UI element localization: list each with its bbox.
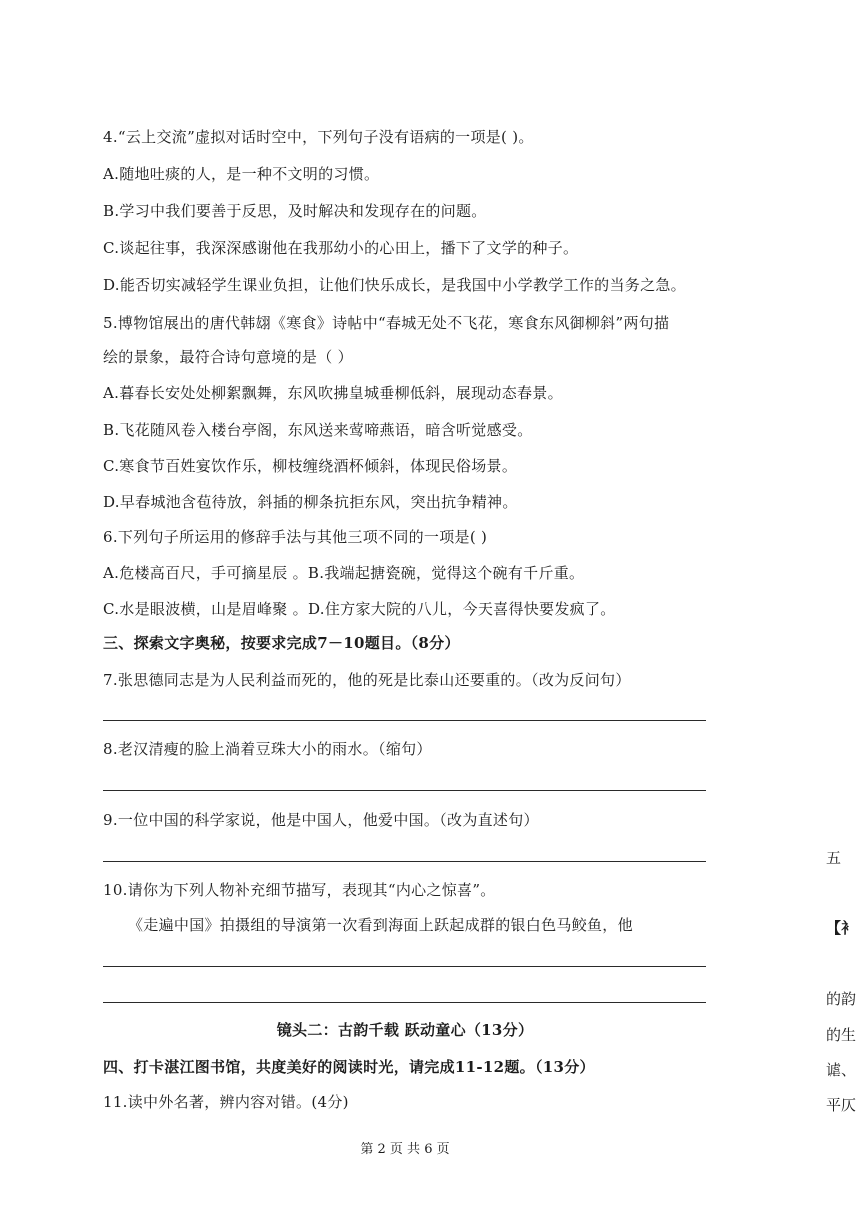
part-2-heading: 镜头二：古韵千载 跃动童心（13分）: [276, 1021, 534, 1039]
question-8: 8.老汉清瘦的脸上淌着豆珠大小的雨水。（缩句）: [103, 740, 432, 758]
next-page-fragment: 【衤: [826, 919, 857, 937]
answer-line-q10-1[interactable]: [103, 966, 706, 967]
next-page-fragment: 平仄: [826, 1096, 857, 1114]
page-number-footer: 第 2 页 共 6 页: [360, 1142, 450, 1157]
question-4-stem: 4.“云上交流”虚拟对话时空中，下列句子没有语病的一项是( )。: [103, 128, 534, 146]
section-4-heading: 四、打卡湛江图书馆，共度美好的阅读时光，请完成11-12题。（13分）: [103, 1058, 595, 1076]
question-5-stem-line2: 绘的景象，最符合诗句意境的是（ ）: [103, 348, 353, 366]
question-4-option-d: D.能否切实减轻学生课业负担，让他们快乐成长，是我国中小学教学工作的当务之急。: [103, 276, 686, 294]
question-5-option-a: A.暮春长安处处柳絮飘舞，东风吹拂皇城垂柳低斜，展现动态春景。: [103, 384, 563, 402]
answer-line-q7[interactable]: [103, 720, 706, 721]
next-page-fragment: 的韵: [826, 990, 857, 1008]
question-5-stem-line1: 5.博物馆展出的唐代韩翃《寒食》诗帖中“春城无处不飞花，寒食东风御柳斜”两句描: [103, 314, 670, 332]
answer-line-q9[interactable]: [103, 861, 706, 862]
question-10-text: 《走遍中国》拍摄组的导演第一次看到海面上跃起成群的银白色马鲛鱼，他: [128, 916, 633, 934]
question-6-options-ab: A.危楼高百尺，手可摘星辰 。B.我端起搪瓷碗，觉得这个碗有千斤重。: [103, 564, 585, 582]
question-5-option-b: B.飞花随风卷入楼台亭阁，东风送来莺啼燕语，暗含听觉感受。: [103, 421, 533, 439]
next-page-fragment: 五: [826, 849, 842, 867]
question-9: 9.一位中国的科学家说，他是中国人，他爱中国。（改为直述句）: [103, 811, 539, 829]
question-11: 11.读中外名著，辨内容对错。(4分): [103, 1093, 349, 1111]
question-7: 7.张思德同志是为人民利益而死的，他的死是比泰山还要重的。（改为反问句）: [103, 671, 631, 689]
question-10-stem: 10.请你为下列人物补充细节描写，表现其“内心之惊喜”。: [103, 881, 496, 899]
answer-line-q10-2[interactable]: [103, 1002, 706, 1003]
question-6-stem: 6.下列句子所运用的修辞手法与其他三项不同的一项是( ): [103, 528, 488, 546]
question-5-option-c: C.寒食节百姓宴饮作乐，柳枝缠绕酒杯倾斜，体现民俗场景。: [103, 457, 518, 475]
section-3-heading: 三、探索文字奥秘，按要求完成7－10题目。（8分）: [103, 634, 460, 652]
question-4-option-b: B.学习中我们要善于反思，及时解决和发现存在的问题。: [103, 202, 487, 220]
question-4-option-a: A.随地吐痰的人，是一种不文明的习惯。: [103, 165, 380, 183]
next-page-fragment: 谑、: [826, 1061, 857, 1079]
next-page-fragment: 的生: [826, 1026, 857, 1044]
answer-line-q8[interactable]: [103, 790, 706, 791]
question-4-option-c: C.谈起往事，我深深感谢他在我那幼小的心田上，播下了文学的种子。: [103, 239, 579, 257]
question-6-options-cd: C.水是眼波横，山是眉峰聚 。D.住方家大院的八儿，今天喜得快要发疯了。: [103, 600, 616, 618]
question-5-option-d: D.早春城池含苞待放，斜插的柳条抗拒东风，突出抗争精神。: [103, 493, 518, 511]
